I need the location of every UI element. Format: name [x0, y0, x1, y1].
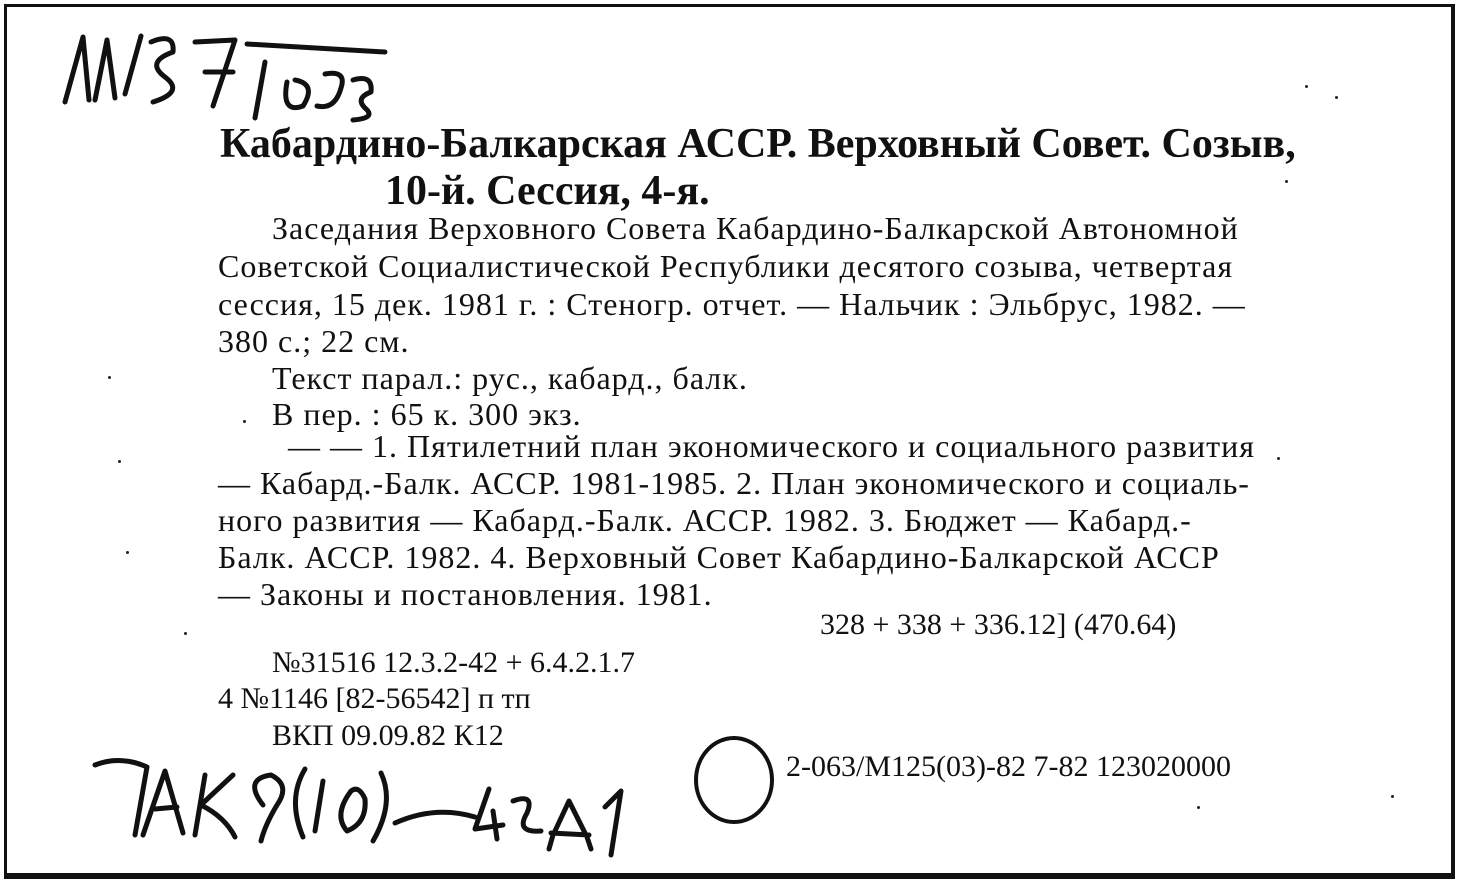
note-language: Текст парал.: рус., кабард., балк.: [272, 360, 748, 396]
speck: [118, 460, 121, 463]
speck: [243, 420, 246, 423]
vkp-code: ВКП 09.09.82 К12: [272, 719, 504, 752]
note-price: В пер. : 65 к. 300 экз.: [272, 396, 582, 432]
record-number: №31516 12.3.2-42 + 6.4.2.1.7: [272, 646, 636, 679]
circle-mark-icon: [686, 733, 786, 833]
speck: [1197, 806, 1200, 809]
order-number: 4 №1146 [82-56542] п тп: [218, 682, 531, 715]
description-line-3: сессия, 15 дек. 1981 г. : Стеногр. отчет. — Нальчик : Эльбрус, 1982. —: [218, 286, 1246, 322]
description-line-4: 380 с.; 22 см.: [218, 323, 410, 359]
classification-code: 328 + 338 + 336.12] (470.64): [820, 608, 1177, 641]
speck: [184, 632, 187, 635]
subject-line-4: Балк. АССР. 1982. 4. Верховный Совет Кабардино-Балкарской АССР: [218, 539, 1220, 575]
subject-line-1: — — 1. Пятилетний план экономического и социального развития: [288, 428, 1255, 464]
speck: [1335, 96, 1338, 99]
heading-line-2: 10-й. Сессия, 4-я.: [385, 168, 710, 214]
speck: [1391, 795, 1394, 798]
speck: [108, 376, 111, 379]
speck: [1277, 457, 1280, 460]
speck: [1285, 180, 1288, 183]
heading-line-1: Кабардино-Балкарская АССР. Верховный Совет. Созыв,: [220, 121, 1296, 167]
subject-line-2: — Кабард.-Балк. АССР. 1981-1985. 2. План экономического и социаль-: [218, 465, 1250, 501]
handwritten-bottom-code: [65, 745, 645, 865]
description-line-1: Заседания Верховного Совета Кабардино-Балкарской Автономной: [272, 210, 1239, 246]
handwritten-top-number: [55, 22, 395, 122]
subject-line-5: — Законы и постановления. 1981.: [218, 576, 713, 612]
speck: [126, 551, 129, 554]
description-line-2: Советской Социалистической Республики десятого созыва, четвертая: [218, 248, 1234, 284]
speck: [1305, 85, 1308, 88]
index-code: 2-063/М125(03)-82 7-82 123020000: [786, 750, 1231, 783]
subject-line-3: ного развития — Кабард.-Балк. АССР. 1982. 3. Бюджет — Кабард.-: [218, 502, 1192, 538]
